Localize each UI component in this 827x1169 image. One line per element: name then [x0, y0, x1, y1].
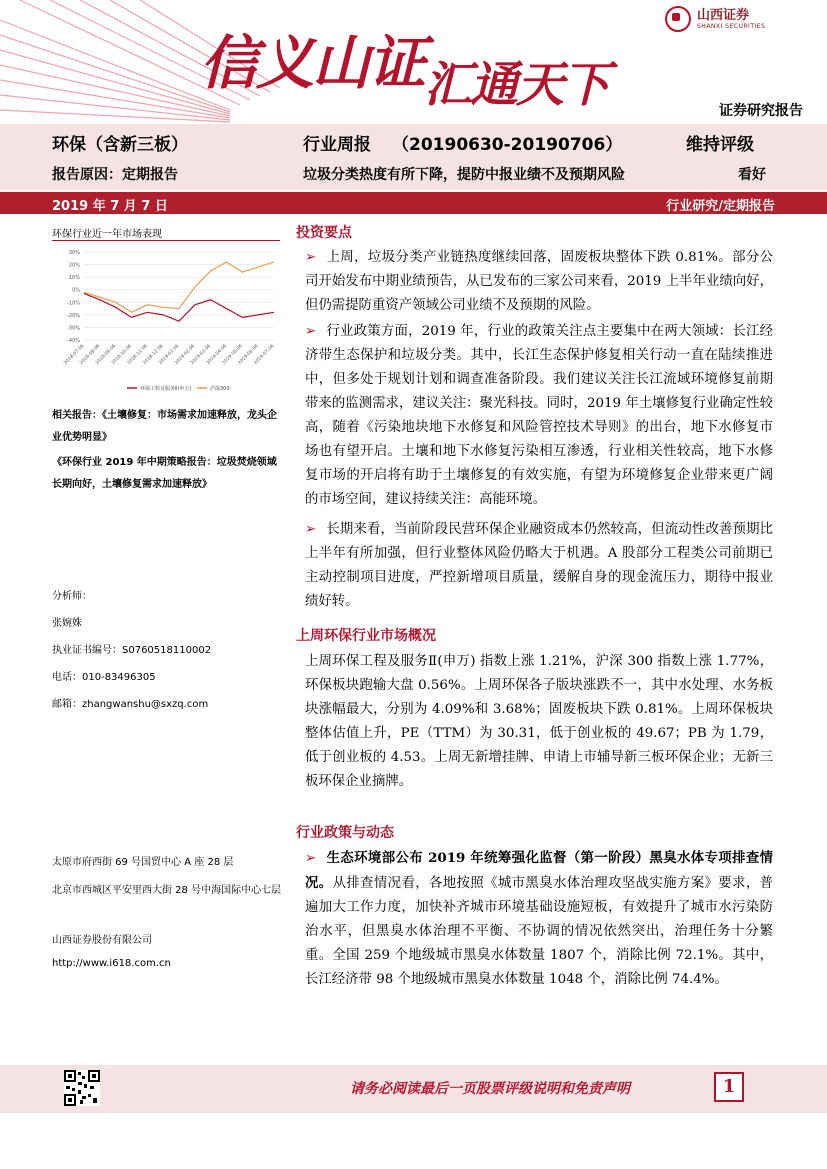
y-tick-label: -10% — [67, 300, 80, 307]
address-beijing: 北京市西城区平安里西大街 28 号中海国际中心七层 — [52, 885, 282, 896]
bullet-arrow-icon: ➢ — [305, 324, 317, 339]
bullet-arrow-icon: ➢ — [305, 250, 317, 265]
highlight-paragraph-3 — [305, 518, 773, 614]
bullet-arrow-icon: ➢ — [305, 522, 317, 537]
x-tick-label: 2019-01-06 — [158, 343, 181, 366]
x-tick-label: 2019-04-06 — [205, 343, 228, 366]
page-number: 1 — [714, 1072, 744, 1102]
x-tick-label: 2018-07-06 — [63, 343, 86, 366]
highlight-text-3: 长期来看，当前阶段民营环保企业融资成本仍然较高，但流动性改善预期比上半年有所加强，但行业整体风险仍略大于机遇。A 股部分工程类公司前期已主动控制项目进度，严控新增项目质量，缓解自身的现金流压力，期待中报业绩好转。 — [305, 522, 773, 609]
headline: 垃圾分类热度有所下降，提防中报业绩不及预期风险 — [303, 167, 625, 183]
y-tick-label: 20% — [68, 262, 80, 269]
x-tick-label: 2019-05-06 — [221, 343, 244, 366]
logo-en-text: SHANXI SECURITIES — [697, 22, 766, 30]
y-tick-label: -20% — [67, 312, 80, 319]
series-line-1 — [84, 262, 274, 312]
x-tick-label: 2018-08-06 — [79, 343, 102, 366]
legend-label-0: 环保工程及服务Ⅱ(申万) — [140, 386, 192, 392]
bullet-arrow-icon: ➢ — [305, 851, 317, 866]
rating: 看好 — [738, 167, 766, 183]
market-paragraph: 上周环保工程及服务Ⅱ(申万) 指数上涨 1.21%，沪深 300 指数上涨 1.77%，环保板块跑输大盘 0.56%。上周环保各子版块涨跌不一，其中水处理、水务板块涨幅最大，分别为 4.09%和 3.68%；固废板块下跌 0.81%。上周环保板块整体估值上升，PE（TTM）为 30.31，低于创业板的 49.67；PB 为 1.79，低于创业板的 4.53。上周无新增挂牌、申请上市辅导新三板环保企业；无新三板环保企业摘牌。 — [305, 654, 773, 789]
chart-caption: 环保行业近一年市场表现 — [52, 229, 162, 240]
company-name: 山西证券股份有限公司 — [52, 935, 152, 946]
x-tick-label: 2018-10-06 — [110, 343, 133, 366]
sector-name: 环保（含新三板） — [52, 135, 188, 155]
policy-text: 从排查情况看，各地按照《城市黑臭水体治理攻坚战实施方案》要求，普遍加大工作力度，加快补齐城市环境基础设施短板，有效提升了城市水污染防治水平，但黑臭水体治理不平衡、不协调的情况依然突出，治理任务十分繁重。全国 259 个地级城市黑臭水体数量 1807 个，消除比例 72.1%。其中，长江经济带 98 个地级城市黑臭水体数量 1048 个，消除比例 74.4%。 — [305, 876, 774, 987]
date-band — [0, 192, 827, 214]
address-taiyuan: 太原市府西街 69 号国贸中心 A 座 28 层 — [52, 857, 234, 868]
company-logo — [665, 6, 765, 32]
report-reason: 报告原因：定期报告 — [52, 167, 178, 183]
y-tick-label: 30% — [68, 250, 80, 256]
policy-lead: 生态环境部公布 2019 年统筹强化监督（第一阶段）黑臭水体专项排查情况。 — [305, 850, 773, 891]
header-slogan — [200, 16, 609, 113]
company-url[interactable]: http://www.i618.com.cn — [52, 958, 171, 969]
highlight-text-1: 上周，垃圾分类产业链热度继续回落，固废板块整体下跌 0.81%。部分公司开始发布中期业绩预告，从已发布的三家公司来看，2019 上半年业绩向好，但仍需提防重资产领域公司业绩不及预期的风险。 — [305, 250, 773, 313]
title-band — [0, 124, 827, 190]
series-line-0 — [84, 293, 274, 321]
y-tick-label: -40% — [67, 338, 80, 344]
logo-icon — [665, 6, 691, 32]
section-title-market: 上周环保行业市场概况 — [296, 628, 436, 644]
section-title-policy: 行业政策与动态 — [296, 825, 394, 841]
analyst-email: 邮箱：zhangwanshu@sxzq.com — [52, 699, 209, 710]
analyst-label: 分析师： — [52, 591, 92, 602]
analyst-name: 张婉姝 — [52, 618, 82, 629]
analyst-cert: 执业证书编号：S0760518110002 — [52, 645, 212, 656]
x-tick-label: 2019-07-06 — [253, 343, 276, 366]
highlight-paragraph-2 — [305, 320, 773, 512]
highlight-paragraph-1 — [305, 246, 773, 318]
x-tick-label: 2019-02-06 — [174, 343, 197, 366]
x-tick-label: 2019-03-06 — [190, 343, 213, 366]
report-category: 行业研究/定期报告 — [666, 199, 775, 214]
highlight-text-2: 行业政策方面，2019 年，行业的政策关注点主要集中在两大领域：长江经济带生态保护和垃圾分类。其中，长江生态保护修复相关行动一直在陆续推进中，但多处于规划计划和调查准备阶段。我们建议关注长江流域环境修复前期带来的监测需求，建议关注：聚光科技。同时，2019 年土壤修复行业确定性较高，随着《污染地块地下水修复和风险管控技术导则》的出台，地下水修复市场也有望开启。土壤和地下水修复污染相互渗透，行业相关性较高，地下水修复市场的开启将有助于土壤修复的有效实施，有望为环境修复企业带来更广阔的市场空间，建议持续关注：高能环境。 — [305, 324, 773, 507]
policy-paragraph — [305, 846, 773, 992]
x-tick-label: 2019-06-06 — [237, 343, 260, 366]
y-tick-label: -30% — [67, 325, 80, 332]
market-chart — [52, 240, 282, 400]
x-tick-label: 2018-11-06 — [126, 343, 149, 366]
legend-label-1: 沪深300 — [210, 386, 230, 392]
period-range: （20190630-20190706） — [392, 135, 623, 155]
disclaimer: 请务必阅读最后一页股票评级说明和免责声明 — [350, 1081, 630, 1097]
section-title-highlights: 投资要点 — [296, 225, 352, 241]
y-tick-label: 10% — [68, 275, 80, 282]
x-tick-label: 2018-12-06 — [142, 343, 165, 366]
logo-cn-text: 山西证券 — [697, 7, 750, 23]
weekly-label: 行业周报 — [303, 135, 371, 155]
report-type: 证券研究报告 — [719, 103, 803, 119]
x-tick-label: 2018-09-06 — [95, 343, 118, 366]
rating-action: 维持评级 — [686, 135, 754, 155]
report-date: 2019 年 7 月 7 日 — [52, 199, 168, 214]
related-report-2: 《环保行业 2019 年中期策略报告：垃圾焚烧领域长期向好，土壤修复需求加速释放》 — [52, 457, 277, 490]
y-tick-label: 0% — [72, 287, 80, 294]
qr-code-icon — [64, 1070, 100, 1106]
analyst-phone: 电话：010-83496305 — [52, 672, 156, 683]
slogan-part1: 信义山证 — [200, 29, 425, 97]
slogan-part2: 汇通天下 — [424, 57, 609, 113]
related-report-1: 相关报告：《土壤修复：市场需求加速释放，龙头企业优势明显》 — [52, 410, 277, 443]
